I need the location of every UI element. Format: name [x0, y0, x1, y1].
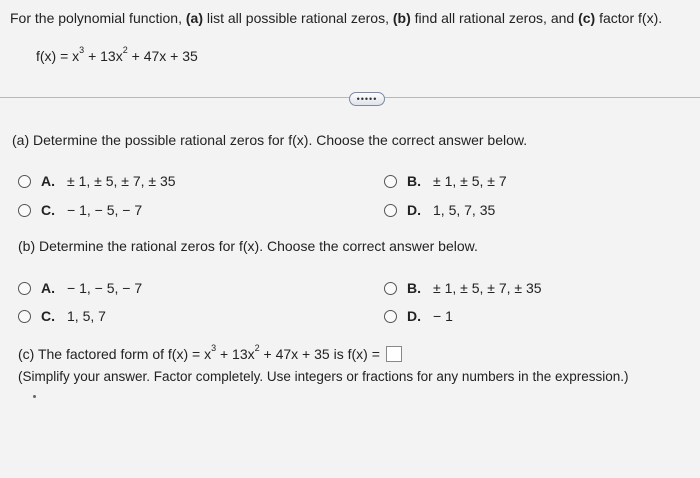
option-letter: C.: [41, 308, 55, 324]
radio-button[interactable]: [384, 310, 397, 323]
prompt-c-tag: (c): [578, 10, 596, 26]
part-c-pre: (c) The factored form of f(x) = x: [18, 346, 212, 362]
part-b-option-b[interactable]: [384, 280, 542, 296]
prompt-c-text: factor f(x).: [595, 10, 663, 26]
part-a-option-d[interactable]: [384, 202, 495, 218]
option-letter: A.: [41, 173, 55, 189]
prompt-b-text: find all rational zeros, and: [410, 10, 579, 26]
function-mid: + 13x: [84, 48, 123, 64]
option-text: 1, 5, 7: [67, 308, 106, 324]
prompt-intro: For the polynomial function,: [10, 10, 186, 26]
part-a-option-b[interactable]: [384, 173, 507, 189]
part-c-exponent-3: 3: [211, 343, 217, 353]
option-letter: D.: [407, 308, 421, 324]
part-b-heading: (b) Determine the rational zeros for f(x). Choose the correct answer below.: [18, 238, 478, 254]
radio-button[interactable]: [18, 204, 31, 217]
option-letter: A.: [41, 280, 55, 296]
part-c-instructions: (Simplify your answer. Factor completely. Use integers or fractions for any numbers in the expression.): [18, 369, 629, 384]
option-text: ± 1, ± 5, ± 7, ± 35: [433, 280, 542, 296]
function-lhs: f(x) = x: [36, 48, 80, 64]
answer-input-box[interactable]: [386, 346, 402, 362]
more-button[interactable]: [349, 92, 385, 106]
radio-button[interactable]: [18, 310, 31, 323]
radio-button[interactable]: [384, 282, 397, 295]
option-text: − 1, − 5, − 7: [67, 280, 143, 296]
option-letter: C.: [41, 202, 55, 218]
option-text: ± 1, ± 5, ± 7, ± 35: [67, 173, 176, 189]
option-text: ± 1, ± 5, ± 7: [433, 173, 507, 189]
part-c-exponent-2: 2: [254, 343, 260, 353]
part-c-question: [18, 343, 402, 363]
part-a-option-c[interactable]: [18, 202, 142, 218]
stray-mark: [33, 395, 36, 398]
option-letter: D.: [407, 202, 421, 218]
option-letter: B.: [407, 280, 421, 296]
radio-button[interactable]: [18, 282, 31, 295]
part-b-option-d[interactable]: [384, 308, 453, 324]
part-a-heading: (a) Determine the possible rational zeros for f(x). Choose the correct answer below.: [12, 132, 528, 148]
problem-prompt: [10, 10, 662, 26]
function-rhs: + 47x + 35: [127, 48, 198, 64]
part-b-option-c[interactable]: [18, 308, 106, 324]
more-button-dots: •••••: [356, 93, 378, 104]
option-text: − 1: [433, 308, 453, 324]
polynomial-function: [36, 45, 198, 64]
part-c-mid: + 13x: [216, 346, 255, 362]
radio-button[interactable]: [18, 175, 31, 188]
function-exponent-3: 3: [79, 45, 85, 55]
radio-button[interactable]: [384, 175, 397, 188]
part-b-option-a[interactable]: [18, 280, 142, 296]
prompt-b-tag: (b): [392, 10, 411, 26]
part-c-post: + 47x + 35 is f(x) =: [259, 346, 384, 362]
function-exponent-2: 2: [122, 45, 128, 55]
prompt-a-tag: (a): [185, 10, 203, 26]
option-letter: B.: [407, 173, 421, 189]
radio-button[interactable]: [384, 204, 397, 217]
prompt-a-text: list all possible rational zeros,: [203, 10, 393, 26]
option-text: 1, 5, 7, 35: [433, 202, 496, 218]
option-text: − 1, − 5, − 7: [67, 202, 143, 218]
part-a-option-a[interactable]: [18, 173, 176, 189]
